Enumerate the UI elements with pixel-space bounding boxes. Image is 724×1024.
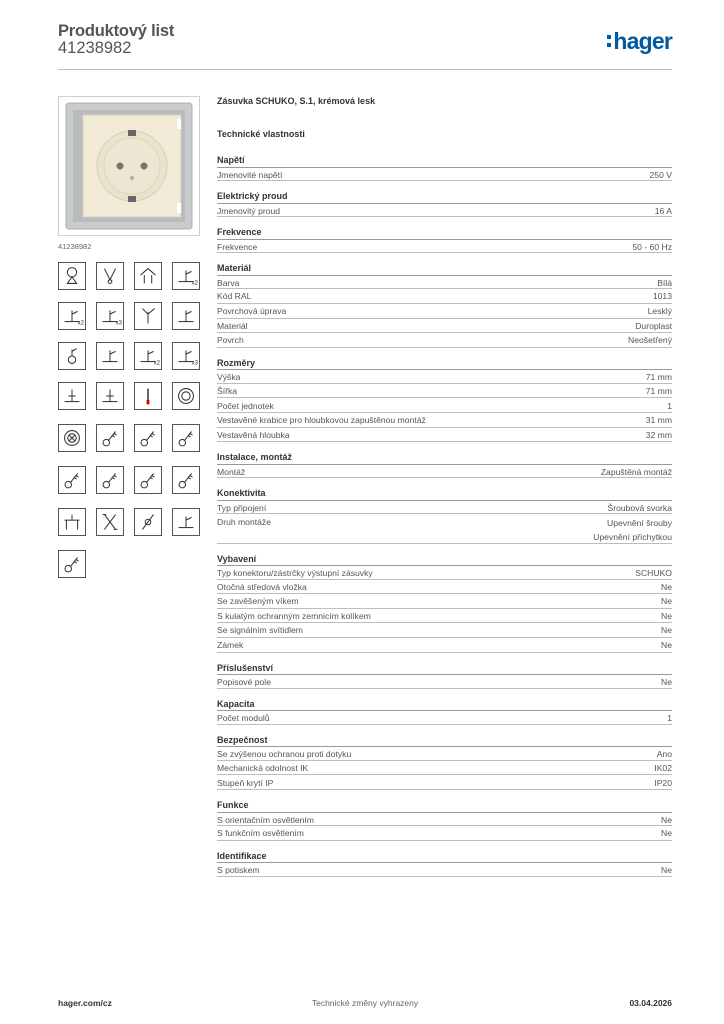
- key-switch-icon: [96, 424, 124, 452]
- key-switch-icon: [58, 550, 86, 578]
- spec-group-title: Materiál: [217, 263, 252, 274]
- switch-x3-icon: [172, 342, 200, 370]
- footer-website-link[interactable]: hager.com/cz: [58, 998, 112, 1008]
- footer-date: 03.04.2026: [629, 998, 672, 1008]
- key-switch-icon: [172, 424, 200, 452]
- spec-label: Druh montáže: [217, 516, 271, 527]
- spec-label: Frekvence: [217, 241, 258, 252]
- spec-label: Otočná středová vložka: [217, 581, 307, 592]
- spec-label: Počet jednotek: [217, 400, 274, 411]
- svg-text:x2: x2: [191, 280, 198, 287]
- page-header: [58, 20, 672, 70]
- spec-value: Neošetřený: [628, 335, 672, 346]
- dimmer-switch-icon: [134, 508, 162, 536]
- key-switch-icon: [134, 424, 162, 452]
- spec-label: Výška: [217, 372, 241, 383]
- spec-value: 1013: [652, 291, 672, 302]
- spec-group-title: Instalace, montáž: [217, 452, 293, 463]
- key-switch-icon: [58, 466, 86, 494]
- socket-photo-icon: [59, 97, 199, 235]
- spec-row: [217, 275, 672, 290]
- spec-group-title: Elektrický proud: [217, 191, 288, 202]
- spec-group-title: Bezpečnost: [217, 734, 268, 745]
- spec-group-title: Identifikace: [217, 850, 267, 861]
- spec-row: [217, 384, 672, 399]
- spec-row: [217, 304, 672, 319]
- spec-row: [217, 428, 672, 443]
- spec-value: IK02: [654, 762, 672, 773]
- spec-row: [217, 399, 672, 414]
- spec-label: Se signálním svítidlem: [217, 625, 303, 636]
- svg-text:x3: x3: [115, 320, 122, 327]
- switch-x3-icon: [96, 302, 124, 330]
- spec-label: Počet modulů: [217, 713, 270, 724]
- spec-value: 71 mm: [645, 372, 672, 383]
- spec-group-title: Rozměry: [217, 357, 256, 368]
- spec-label: Mechanická odolnost IK: [217, 762, 309, 773]
- switch-icon: [172, 508, 200, 536]
- spec-row: [217, 289, 672, 304]
- spec-value: 250 V: [649, 169, 672, 180]
- spec-value-line: Upevnění šrouby: [607, 517, 672, 528]
- spec-row: [217, 674, 672, 689]
- spec-row: [217, 565, 672, 580]
- spec-row: [217, 203, 672, 218]
- bell-contact-icon: [58, 262, 86, 290]
- spec-group-title: Vybavení: [217, 553, 257, 564]
- spec-row: [217, 594, 672, 609]
- product-number: 41238982: [58, 39, 132, 57]
- spec-group-title: Příslušenství: [217, 662, 274, 673]
- spec-label: Typ připojení: [217, 502, 267, 513]
- switch-icon: [172, 302, 200, 330]
- spec-label: S potiskem: [217, 865, 260, 876]
- spec-value: 71 mm: [645, 385, 672, 396]
- spec-label: Stupeň krytí IP: [217, 777, 274, 788]
- spec-label: Kód RAL: [217, 291, 252, 302]
- specification-panel: [217, 96, 672, 876]
- key-switch-icon: [172, 466, 200, 494]
- spec-label: Povrchová úprava: [217, 306, 287, 316]
- product-image-caption: 41238982: [58, 242, 92, 251]
- spec-row: [217, 413, 672, 428]
- spec-row: [217, 167, 672, 182]
- pushbutton-icon: [134, 382, 162, 410]
- spec-row: [217, 464, 672, 479]
- spec-label: Vestavěné krabice pro hloubkovou zapuštěnou montáž: [217, 415, 426, 426]
- cross-switch-icon: [96, 508, 124, 536]
- spec-value: Ne: [661, 865, 672, 876]
- spec-label: Montáž: [217, 466, 246, 477]
- spec-label: S funkčním osvětlením: [217, 828, 304, 839]
- switch-x2-icon: [134, 342, 162, 370]
- technical-properties-heading: Technické vlastnosti: [217, 129, 305, 139]
- spec-label: S orientačním osvětlením: [217, 814, 314, 825]
- symbol-grid: [58, 262, 200, 592]
- spec-row: [217, 826, 672, 841]
- key-switch-icon: [96, 466, 124, 494]
- home-contact-icon: [134, 262, 162, 290]
- product-image: [58, 96, 200, 236]
- spec-value: Ne: [661, 610, 672, 621]
- spec-row: [217, 776, 672, 791]
- spec-row: [217, 638, 672, 653]
- footer-note: Technické změny vyhrazeny: [311, 998, 419, 1008]
- spec-row: [217, 623, 672, 638]
- spec-row: [217, 812, 672, 827]
- spec-value: Ne: [661, 596, 672, 607]
- spec-value: Ne: [661, 677, 672, 688]
- spec-value: 50 - 60 Hz: [632, 241, 672, 252]
- switch-x2-icon: [172, 262, 200, 290]
- spec-value: SCHUKO: [635, 568, 672, 578]
- spec-row: [217, 761, 672, 776]
- switch-contact-icon: [134, 302, 162, 330]
- logo-dots-icon: [607, 35, 611, 47]
- double-switch-icon: [58, 382, 86, 410]
- double-switch-icon: [96, 382, 124, 410]
- spec-row: [217, 500, 672, 515]
- spec-value: 31 mm: [645, 415, 672, 426]
- spec-label: Barva: [217, 277, 240, 288]
- spec-label: Jmenovité napětí: [217, 169, 283, 180]
- left-column: [58, 96, 200, 367]
- spec-group-title: Funkce: [217, 800, 249, 811]
- svg-text:x2: x2: [77, 320, 84, 327]
- spec-value: Lesklý: [647, 306, 672, 316]
- spec-label: Šířka: [217, 385, 238, 396]
- lamp-switch-icon: [58, 342, 86, 370]
- spec-label: Materiál: [217, 320, 248, 331]
- spec-value: Duroplast: [635, 320, 672, 331]
- changeover-icon: [96, 262, 124, 290]
- spec-row: [217, 369, 672, 384]
- spec-label: Vestavěná hloubka: [217, 429, 290, 440]
- spec-value: Ano: [656, 749, 672, 760]
- spec-value: 32 mm: [645, 429, 672, 440]
- spec-row: [217, 580, 672, 595]
- spec-value: Ne: [661, 828, 672, 839]
- spec-value: Ne: [661, 581, 672, 592]
- spec-group-title: Frekvence: [217, 227, 262, 238]
- spec-label: Jmenovitý proud: [217, 205, 281, 216]
- rotary-knob-icon: [172, 382, 200, 410]
- spec-row: [217, 239, 672, 254]
- spec-row: [217, 609, 672, 624]
- spec-value: Zapuštěná montáž: [600, 466, 672, 477]
- spec-value: Bílá: [657, 277, 672, 288]
- svg-text:x3: x3: [191, 360, 198, 367]
- spec-row: [217, 710, 672, 725]
- spec-label: S kulatým ochranným zemnicím kolíkem: [217, 610, 371, 621]
- page-footer: [58, 998, 672, 1012]
- socket-outlet-icon: [58, 508, 86, 536]
- spec-group-title: Konektivita: [217, 488, 266, 499]
- logo-text: hager: [613, 27, 672, 54]
- spec-row: [217, 862, 672, 877]
- spec-row: [217, 515, 672, 544]
- product-name: Zásuvka SCHUKO, S.1, krémová lesk: [217, 96, 376, 106]
- document-title: Produktový list: [58, 22, 175, 40]
- hager-logo: [607, 26, 672, 56]
- spec-label: Se zavěšeným víkem: [217, 596, 299, 607]
- spec-row: [217, 746, 672, 761]
- spec-value: Šroubová svorka: [607, 502, 672, 513]
- spec-value: 1: [667, 400, 672, 411]
- key-switch-icon: [134, 466, 162, 494]
- spec-value: Ne: [661, 640, 672, 650]
- spec-value: [593, 516, 672, 545]
- switch-icon: [96, 342, 124, 370]
- spec-value: Ne: [661, 625, 672, 636]
- spec-value: 1: [667, 713, 672, 724]
- spec-group-title: Kapacita: [217, 698, 255, 709]
- spec-value: Ne: [661, 814, 672, 825]
- spec-label: Se zvýšenou ochranou proti dotyku: [217, 749, 352, 760]
- svg-text:x2: x2: [153, 360, 160, 367]
- spec-label: Typ konektoru/zástrčky výstupní zásuvky: [217, 568, 373, 578]
- switch-x2-icon: [58, 302, 86, 330]
- spec-row: [217, 333, 672, 348]
- spec-group-title: Napětí: [217, 155, 245, 165]
- spec-row: [217, 319, 672, 334]
- spec-value: IP20: [654, 777, 672, 788]
- spec-value-line: Upevnění příchytkou: [593, 532, 672, 543]
- circled-x-icon: [58, 424, 86, 452]
- spec-label: Zámek: [217, 640, 244, 650]
- spec-value: 16 A: [654, 205, 672, 216]
- spec-label: Popisové pole: [217, 677, 271, 688]
- spec-label: Povrch: [217, 335, 244, 346]
